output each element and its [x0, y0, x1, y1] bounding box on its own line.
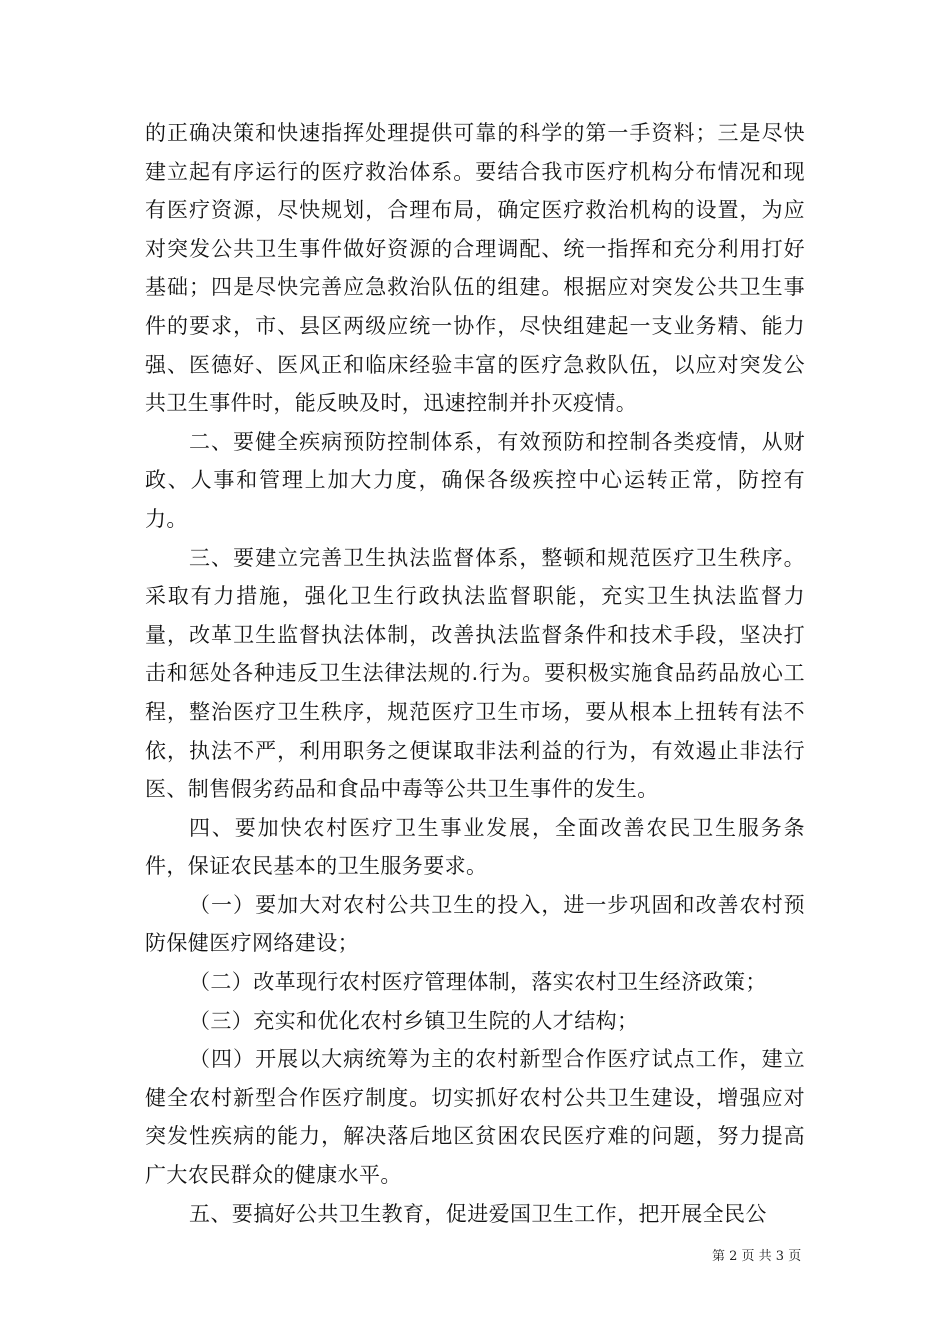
paragraph-item-2: （二）改革现行农村医疗管理体制，落实农村卫生经济政策；: [189, 970, 767, 995]
paragraph-section-4: 四、要加快农村医疗卫生事业发展，全面改善农民卫生服务条件，保证农民基本的卫生服务要求。: [145, 815, 805, 879]
document-body: [145, 114, 805, 1233]
paragraph-item-3: （三）充实和优化农村乡镇卫生院的人才结构；: [189, 1008, 639, 1033]
paragraph-item-1: （一）要加大对农村公共卫生的投入，进一步巩固和改善农村预防保健医疗网络建设；: [145, 892, 805, 956]
paragraph-item-4: （四）开展以大病统筹为主的农村新型合作医疗试点工作，建立健全农村新型合作医疗制度。切实抓好农村公共卫生建设，增强应对突发性疾病的能力，解决落后地区贫困农民医疗难的问题，努力提高广大农民群众的健康水平。: [145, 1047, 805, 1188]
paragraph-continuation: 的正确决策和快速指挥处理提供可靠的科学的第一手资料；三是尽快建立起有序运行的医疗救治体系。要结合我市医疗机构分布情况和现有医疗资源，尽快规划，合理布局，确定医疗救治机构的设置，为应对突发公共卫生事件做好资源的合理调配、统一指挥和充分利用打好基础；四是尽快完善应急救治队伍的组建。根据应对突发公共卫生事件的要求，市、县区两级应统一协作，尽快组建起一支业务精、能力强、医德好、医风正和临床经验丰富的医疗急救队伍，以应对突发公共卫生事件时，能反映及时，迅速控制并扑灭疫情。: [145, 121, 805, 416]
paragraph-section-5: 五、要搞好公共卫生教育，促进爱国卫生工作，把开展全民公: [189, 1201, 767, 1226]
paragraph-section-2: 二、要健全疾病预防控制体系，有效预防和控制各类疫情，从财政、人事和管理上加大力度，确保各级疾控中心运转正常，防控有力。: [145, 429, 805, 531]
page-number: 第 2 页 共 3 页: [712, 1249, 802, 1264]
paragraph-section-3: 三、要建立完善卫生执法监督体系，整顿和规范医疗卫生秩序。采取有力措施，强化卫生行政执法监督职能，充实卫生执法监督力量，改革卫生监督执法体制，改善执法监督条件和技术手段，坚决打击和惩处各种违反卫生法律法规的.行为。要积极实施食品药品放心工程，整治医疗卫生秩序，规范医疗卫生市场，要从根本上扭转有法不依，执法不严，利用职务之便谋取非法利益的行为，有效遏止非法行医、制售假劣药品和食品中毒等公共卫生事件的发生。: [145, 545, 805, 802]
